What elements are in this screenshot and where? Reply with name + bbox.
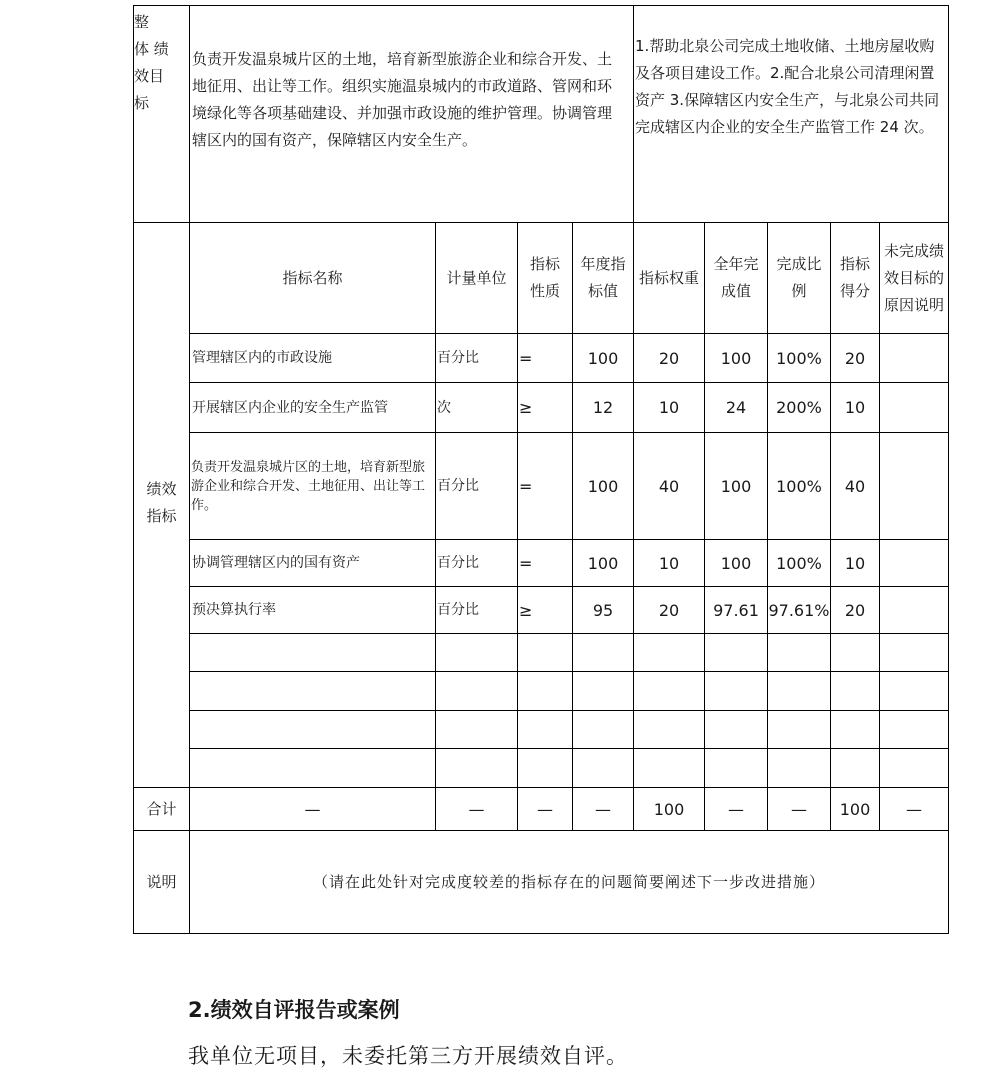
header-ratio: 完成比例 xyxy=(776,255,822,300)
row-reason xyxy=(880,433,948,539)
row-ratio: 100% xyxy=(776,553,822,573)
row-actual: 100 xyxy=(720,348,752,368)
total-label: 合计 xyxy=(146,799,177,818)
row-unit: 百分比 xyxy=(437,478,479,494)
row-ratio: 97.61% xyxy=(768,600,830,620)
row-reason xyxy=(880,383,948,432)
row-target: 95 xyxy=(592,600,614,620)
row-ratio: 200% xyxy=(776,398,822,417)
total-name: — xyxy=(304,799,321,819)
header-nature: 指标性质 xyxy=(529,255,560,300)
row-name: 协调管理辖区内的国有资产 xyxy=(192,555,360,571)
header-name: 指标名称 xyxy=(282,268,343,287)
row-actual: 100 xyxy=(720,553,752,573)
overall-goal-label-line: 标 xyxy=(134,94,150,112)
overall-goal-label-line: 体 绩 xyxy=(134,40,169,58)
total-reason: — xyxy=(906,799,922,819)
indicators-label-line: 绩效 xyxy=(146,480,177,498)
row-target: 12 xyxy=(592,398,614,417)
row-unit: 次 xyxy=(437,399,451,416)
total-nature: — xyxy=(537,799,553,819)
overall-goal-label xyxy=(134,8,189,118)
overall-goal-targets: 1.帮助北泉公司完成土地收储、土地房屋收购及各项目建设工作。2.配合北泉公司清理闲置资产 3.保障辖区内安全生产，与北泉公司共同完成辖区内企业的安全生产监管工作 24 次。 xyxy=(635,37,940,136)
row-score: 40 xyxy=(844,476,866,496)
row-actual: 24 xyxy=(725,398,747,417)
header-score: 指标得分 xyxy=(839,255,870,300)
header-target: 年度指标值 xyxy=(580,255,626,300)
row-weight: 10 xyxy=(658,398,680,417)
total-target: — xyxy=(595,799,611,819)
row-score: 10 xyxy=(844,553,866,573)
row-weight: 10 xyxy=(658,553,680,573)
row-name: 负责开发温泉城片区的土地，培育新型旅游企业和综合开发、土地征用、出让等工作。 xyxy=(191,459,426,513)
row-target: 100 xyxy=(587,348,619,368)
row-score: 20 xyxy=(844,348,866,368)
row-nature: = xyxy=(519,553,533,573)
total-actual: — xyxy=(728,799,744,819)
row-name: 预决算执行率 xyxy=(192,602,276,618)
row-nature: ≥ xyxy=(519,398,533,417)
row-actual: 97.61 xyxy=(713,600,759,620)
header-unit: 计量单位 xyxy=(446,268,507,287)
row-nature: = xyxy=(519,348,533,368)
section-paragraph: 我单位无项目，未委托第三方开展绩效自评。 xyxy=(188,1044,628,1068)
row-target: 100 xyxy=(587,476,619,496)
row-score: 20 xyxy=(844,600,866,620)
row-ratio: 100% xyxy=(776,348,822,368)
row-weight: 20 xyxy=(658,348,680,368)
row-unit: 百分比 xyxy=(437,350,479,366)
row-unit: 百分比 xyxy=(437,602,479,618)
header-reason: 未完成绩效目标的原因说明 xyxy=(884,241,945,314)
indicators-label xyxy=(134,473,189,533)
indicators-label-line: 指标 xyxy=(146,507,177,525)
note-text: （请在此处针对完成度较差的指标存在的问题简要阐述下一步改进措施） xyxy=(312,872,825,891)
row-weight: 40 xyxy=(658,476,680,496)
row-reason xyxy=(880,334,948,382)
row-weight: 20 xyxy=(658,600,680,620)
header-actual: 全年完成值 xyxy=(713,255,759,300)
row-target: 100 xyxy=(587,553,619,573)
overall-goal-label-line: 整 xyxy=(134,13,150,31)
total-score: 100 xyxy=(839,799,871,819)
total-ratio: — xyxy=(791,799,807,819)
row-nature: = xyxy=(519,476,533,496)
row-score: 10 xyxy=(844,398,866,417)
row-ratio: 100% xyxy=(776,476,822,496)
total-weight: 100 xyxy=(653,799,685,819)
row-reason xyxy=(880,587,948,633)
row-name: 开展辖区内企业的安全生产监管 xyxy=(192,399,388,416)
row-unit: 百分比 xyxy=(437,555,479,571)
overall-goal-label-line: 效目 xyxy=(134,67,165,85)
row-actual: 100 xyxy=(720,476,752,496)
overall-goal-description: 负责开发温泉城片区的土地，培育新型旅游企业和综合开发、土地征用、出让等工作。组织实施温泉城内的市政道路、管网和环境绿化等各项基础建设、并加强市政设施的维护管理。协调管理辖区内的国有资产，保障辖区内安全生产。 xyxy=(192,50,613,149)
header-weight: 指标权重 xyxy=(638,268,699,287)
note-label: 说明 xyxy=(146,872,177,891)
total-unit: — xyxy=(468,799,485,819)
row-nature: ≥ xyxy=(519,600,533,620)
row-reason xyxy=(880,540,948,586)
section-heading: 2.绩效自评报告或案例 xyxy=(188,998,400,1022)
row-name: 管理辖区内的市政设施 xyxy=(192,350,332,366)
